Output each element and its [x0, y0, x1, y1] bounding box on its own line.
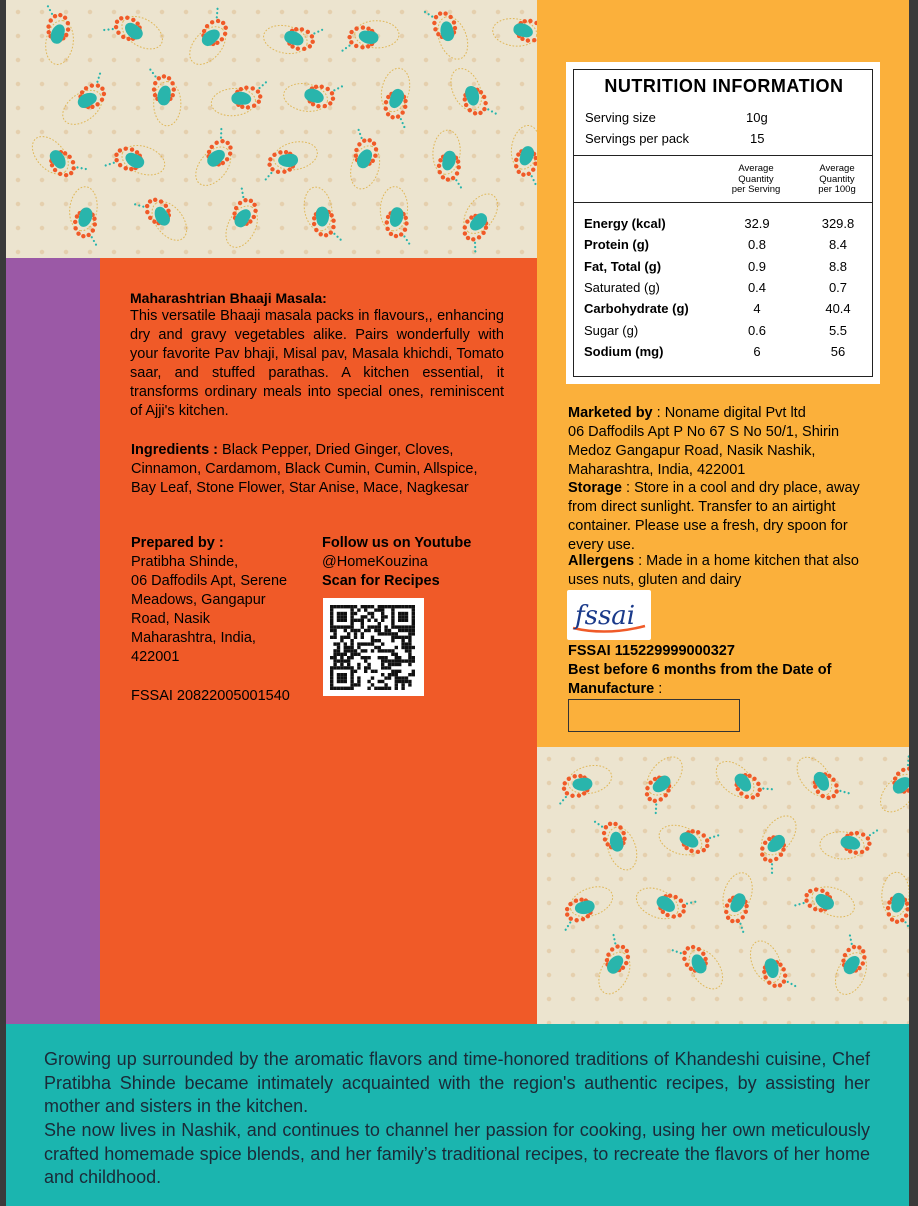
paisley-icon: [450, 188, 509, 253]
marketed-address-line: 06 Daffodils Apt P No 67 S No 50/1, Shirin: [568, 424, 840, 440]
marketed-address-line: Maharashtra, India, 422001: [568, 462, 746, 478]
paisley-icon: [554, 881, 619, 931]
paisley-icon: [430, 129, 466, 188]
prepared-line: Maharashtra, India,: [131, 630, 256, 646]
paisley-icon: [710, 751, 774, 813]
paisley-icon: [794, 876, 859, 926]
paisley-icon: [104, 136, 168, 184]
product-title: Maharashtrian Bhaaji Masala:: [130, 290, 327, 306]
paisley-icon: [149, 69, 181, 126]
paisley-icon: [714, 869, 762, 933]
nutrient-per-serving: 0.6: [747, 322, 767, 338]
paisley-icon: [38, 5, 78, 66]
paisley-icon: [103, 3, 168, 59]
marketed-label: Marketed by: [568, 405, 653, 421]
fssai-logo: [567, 590, 651, 640]
servings-value: 15: [750, 131, 765, 146]
paisley-icon: [445, 62, 497, 127]
nutrition-panel: [566, 62, 880, 384]
serving-size-label: Serving size: [585, 110, 656, 125]
paisley-icon: [341, 129, 388, 193]
paisley-icon: [671, 932, 729, 997]
serving-size-value: 10g: [746, 110, 768, 125]
paisley-icon: [65, 185, 104, 246]
paisley-icon: [424, 0, 474, 65]
paisley-icon: [594, 811, 642, 875]
column-header-serving: Average Quantity per Serving: [731, 163, 781, 195]
prepared-by-label: Prepared by :: [131, 535, 224, 551]
nutrient-per-100g: 5.5: [828, 322, 848, 338]
nutrient-name: Saturated (g): [584, 279, 660, 295]
paisley-pattern-top: [6, 0, 537, 258]
story-paragraph-1: Growing up surrounded by the aromatic flavors and time-honored traditions of Khandeshi cuisine, Chef Pratibha Shinde became intimately acquainted with the region's authentic recipes, by assisting her mother and sisters in the kitchen.: [44, 1049, 870, 1116]
marketed-address-line: Medoz Gangapur Road, Nasik Nashik,: [568, 443, 816, 459]
nutrient-per-serving: 32.9: [744, 216, 770, 231]
nutrient-name: Sodium (mg): [584, 343, 664, 359]
paisley-icon: [819, 826, 878, 861]
storage-label: Storage: [568, 480, 622, 496]
fssai-number: FSSAI 115229999000327: [568, 643, 735, 659]
social: [322, 534, 522, 591]
paisley-icon: [25, 127, 87, 191]
paisley-icon: [589, 934, 642, 999]
nutrient-per-serving: 0.4: [747, 279, 767, 295]
paisley-icon: [632, 878, 697, 930]
paisley-icon: [880, 871, 909, 930]
paisley-icon: [379, 186, 414, 245]
qr-code-pattern: [323, 598, 424, 696]
paisley-icon: [341, 20, 399, 53]
paisley-icon: [185, 128, 246, 192]
prepared-line: Pratibha Shinde,: [131, 554, 239, 570]
scan-label: Scan for Recipes: [322, 573, 440, 589]
nutrient-per-serving: 6: [753, 343, 761, 359]
paisley-icon: [179, 7, 241, 71]
paisley-motifs-top: [6, 0, 537, 258]
paisley-icon: [261, 17, 323, 60]
prepared-line: Road, Nasik: [131, 611, 210, 627]
divider: [574, 155, 872, 156]
product-description: This versatile Bhaaji masala packs in flavours,, enhancing dry and gravy vegetables alike. Pairs wonderfully with your favorite Pav bhaji, Misal pav, Masala khichdi, Tomato saar, and stuffed parathas. A kitchen essential, it transforms ordinary meals into special ones, reminiscent of Ajji's kitchen.: [130, 308, 504, 419]
nutrient-name: Fat, Total (g): [584, 258, 662, 274]
manufacture-date-box[interactable]: [568, 699, 740, 732]
paisley-icon: [258, 138, 320, 181]
allergens: [568, 552, 880, 590]
nutrient-per-serving: 4: [753, 301, 761, 317]
nutrient-per-serving: 0.8: [747, 237, 767, 253]
best-before-text: Best before 6 months from the Date of Manufacture: [568, 662, 832, 697]
qr-code[interactable]: [323, 598, 424, 696]
nutrient-name: Energy (kcal): [584, 216, 666, 231]
best-before: [568, 661, 868, 699]
fssai-logo-text: fssai: [575, 601, 636, 631]
prepared-fssai: FSSAI 20822005001540: [131, 688, 290, 704]
paisley-motifs-bottom: [537, 747, 909, 1024]
storage-text: : Store in a cool and dry place, away from direct sunlight. Transfer to an airtight container. Please use a fresh, dry spoon for every use.: [568, 480, 860, 553]
prepared-line: 422001: [131, 649, 180, 665]
paisley-icon: [553, 762, 616, 805]
prepared-line: 06 Daffodils Apt, Serene: [131, 573, 288, 589]
ingredients-label: Ingredients :: [131, 442, 219, 458]
paisley-icon: [374, 65, 418, 128]
paisley-icon: [825, 934, 878, 999]
nutrient-per-100g: 8.8: [828, 258, 848, 274]
paisley-icon: [790, 748, 850, 813]
nutrient-name: Sugar (g): [584, 322, 639, 338]
nutrient-per-100g: 0.7: [828, 279, 848, 295]
nutrient-name: Protein (g): [584, 237, 649, 253]
paisley-icon: [134, 185, 194, 250]
paisley-icon: [301, 184, 342, 246]
follow-label: Follow us on Youtube: [322, 535, 472, 551]
paisley-icon: [54, 72, 119, 131]
paisley-pattern-bottom: [537, 747, 909, 1024]
paisley-icon: [632, 750, 693, 814]
youtube-handle: @HomeKouzina: [322, 554, 428, 570]
nutrition-title: NUTRITION INFORMATION: [604, 76, 844, 96]
nutrient-per-100g: 40.4: [825, 301, 851, 317]
prepared-line: Meadows, Gangapur: [131, 592, 266, 608]
paisley-icon: [216, 187, 270, 252]
paisley-icon: [655, 816, 720, 865]
best-before-colon: :: [654, 681, 663, 697]
column-header-100g: Average Quantity per 100g: [818, 163, 856, 195]
nutrient-per-100g: 56: [830, 343, 846, 359]
paisley-icon: [747, 810, 807, 875]
purple-strip: [6, 258, 100, 1024]
servings-label: Servings per pack: [585, 131, 690, 146]
paisley-icon: [505, 123, 537, 185]
paisley-icon: [491, 12, 537, 51]
story-panel: [6, 1024, 909, 1206]
prepared-by: [131, 534, 316, 667]
marketed-by: [568, 404, 880, 480]
ingredients-text: Black Pepper, Dried Ginger, Cloves, Cinnamon, Cardamom, Black Cumin, Cumin, Allspice, Bay Leaf, Stone Flower, Star Anise, Mace, Nagkesar: [131, 442, 478, 496]
nutrient-per-serving: 0.9: [747, 258, 767, 274]
divider: [574, 202, 872, 203]
paisley-icon: [744, 934, 796, 999]
nutrient-per-100g: 8.4: [828, 237, 848, 253]
storage: [568, 479, 880, 555]
allergens-text: : Made in a home kitchen that also uses nuts, gluten and dairy: [568, 553, 859, 588]
nutrient-per-100g: 329.8: [821, 216, 855, 231]
nutrition-table: [573, 69, 873, 377]
allergens-label: Allergens: [568, 553, 635, 569]
page-right-border: [909, 0, 918, 1206]
paisley-icon: [870, 755, 909, 819]
nutrient-name: Carbohydrate (g): [584, 301, 689, 317]
paisley-icon: [210, 81, 270, 117]
ingredients: [131, 441, 501, 498]
marketed-text: : Noname digital Pvt ltd: [656, 405, 806, 421]
paisley-icon: [282, 76, 344, 117]
story-paragraph-2: She now lives in Nashik, and continues to channel her passion for cooking, using her own meticulously crafted homemade spice blends, and her family’s traditional recipes, to recreate the flavors of her home and childhood.: [44, 1120, 870, 1187]
